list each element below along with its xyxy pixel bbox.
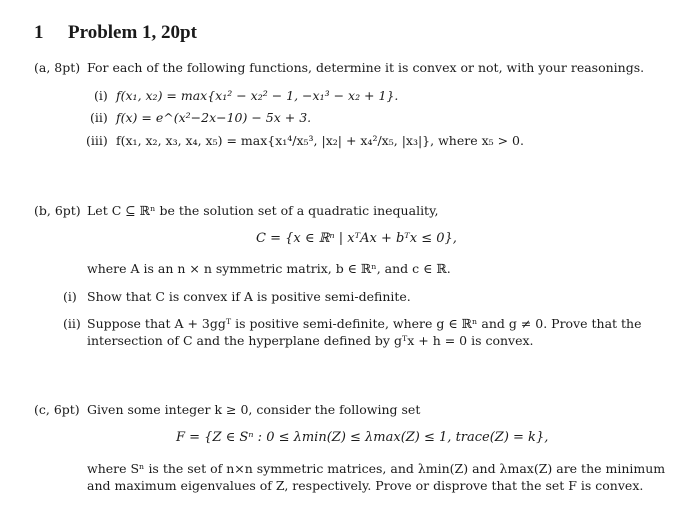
part-b-equation: C = {x ∈ ℝⁿ | xᵀAx + bᵀx ≤ 0}, bbox=[256, 231, 457, 246]
part-a-item-1-label: (i) bbox=[94, 88, 108, 103]
section-number: 1 bbox=[34, 22, 44, 43]
part-a-intro: For each of the following functions, determine it is convex or not, with your reasonings. bbox=[87, 60, 645, 75]
part-b-item-2-line-2: intersection of C and the hyperplane defined by gᵀx + h = 0 is convex. bbox=[87, 333, 534, 348]
part-b-item-2-line-1: Suppose that A + 3ggᵀ is positive semi-definite, where g ∈ ℝⁿ and g ≠ 0. Prove that the bbox=[87, 316, 642, 331]
part-c-line-1: where Sⁿ is the set of n×n symmetric matrices, and λmin(Z) and λmax(Z) are the minimum bbox=[87, 461, 666, 476]
section-heading bbox=[34, 22, 197, 44]
part-a-item-3-label: (iii) bbox=[86, 133, 108, 148]
part-a-item-2-label: (ii) bbox=[90, 110, 108, 125]
part-a-item-1-formula: f(x₁, x₂) = max{x₁² − x₂² − 1, −x₁³ − x₂ + 1}. bbox=[116, 88, 399, 103]
part-b-where: where A is an n × n symmetric matrix, b ∈ ℝⁿ, and c ∈ ℝ. bbox=[87, 261, 451, 276]
part-c-equation: F = {Z ∈ Sⁿ : 0 ≤ λmin(Z) ≤ λmax(Z) ≤ 1, trace(Z) = k}, bbox=[176, 430, 549, 445]
part-b-intro: Let C ⊆ ℝⁿ be the solution set of a quadratic inequality, bbox=[87, 203, 439, 218]
part-c-line-2: and maximum eigenvalues of Z, respectively. Prove or disprove that the set F is convex. bbox=[87, 478, 644, 493]
part-b-label: (b, 6pt) bbox=[34, 203, 81, 218]
section-title: Problem 1, 20pt bbox=[68, 22, 197, 43]
part-b-item-1-label: (i) bbox=[63, 289, 77, 304]
part-c-intro: Given some integer k ≥ 0, consider the following set bbox=[87, 402, 421, 417]
part-a-label: (a, 8pt) bbox=[34, 60, 81, 75]
part-a-item-2-formula: f(x) = e^(x²−2x−10) − 5x + 3. bbox=[116, 110, 312, 125]
part-b-item-1-text: Show that C is convex if A is positive semi-definite. bbox=[87, 289, 411, 304]
part-a-item-3-formula: f(x₁, x₂, x₃, x₄, x₅) = max{x₁⁴/x₅³, |x₂| + x₄²/x₅, |x₃|}, where x₅ > 0. bbox=[116, 133, 524, 148]
part-c-label: (c, 6pt) bbox=[34, 402, 80, 417]
part-b-item-2-label: (ii) bbox=[63, 316, 81, 331]
